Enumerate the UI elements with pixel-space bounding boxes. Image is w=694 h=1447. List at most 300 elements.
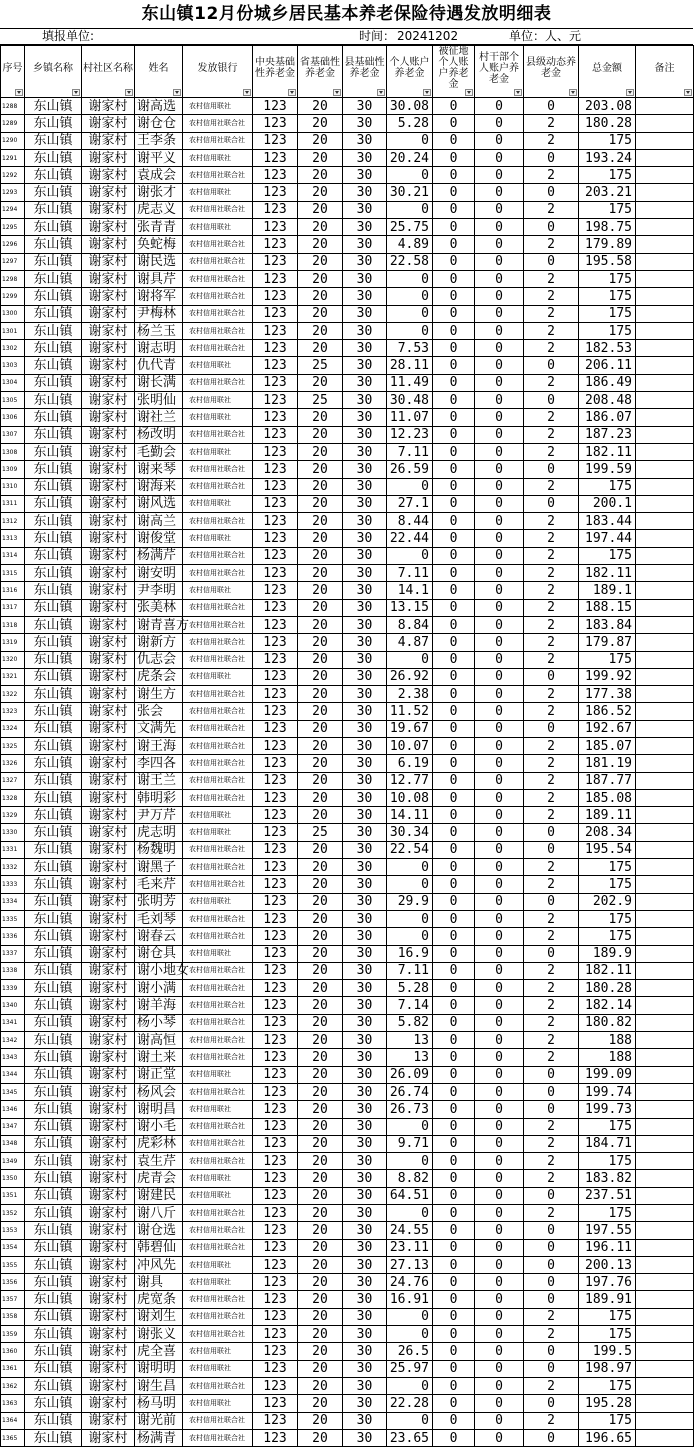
county-cell[interactable]: 30 — [343, 443, 387, 460]
filter-dropdown-icon[interactable] — [288, 89, 296, 96]
name-cell[interactable]: 谢青喜方 — [135, 616, 183, 633]
village-cell[interactable]: 谢家村 — [82, 461, 135, 478]
central-cell[interactable]: 123 — [253, 1170, 298, 1187]
remarks-cell[interactable] — [636, 997, 694, 1014]
provincial-cell[interactable]: 20 — [298, 513, 343, 530]
land-cell[interactable]: 0 — [433, 1014, 475, 1031]
total-cell[interactable]: 189.91 — [579, 1291, 636, 1308]
bank-cell[interactable]: 农村信用社联合社 — [183, 1326, 253, 1343]
seq-cell[interactable]: 1326 — [1, 755, 25, 772]
land-cell[interactable]: 0 — [433, 149, 475, 166]
county-cell[interactable]: 30 — [343, 686, 387, 703]
land-cell[interactable]: 0 — [433, 167, 475, 184]
name-cell[interactable]: 尹梅林 — [135, 305, 183, 322]
central-cell[interactable]: 123 — [253, 132, 298, 149]
land-cell[interactable]: 0 — [433, 1153, 475, 1170]
seq-cell[interactable]: 1336 — [1, 928, 25, 945]
personal-cell[interactable]: 22.28 — [387, 1395, 433, 1412]
bank-cell[interactable]: 农村信用联社 — [183, 582, 253, 599]
bank-cell[interactable]: 农村信用社联合社 — [183, 928, 253, 945]
provincial-cell[interactable]: 20 — [298, 374, 343, 391]
village-cell[interactable]: 谢家村 — [82, 945, 135, 962]
personal-cell[interactable]: 0 — [387, 478, 433, 495]
cadre-cell[interactable]: 0 — [475, 392, 524, 409]
seq-cell[interactable]: 1335 — [1, 910, 25, 927]
cadre-cell[interactable]: 0 — [475, 1187, 524, 1204]
bank-cell[interactable]: 农村信用联社 — [183, 1101, 253, 1118]
cadre-cell[interactable]: 0 — [475, 201, 524, 218]
village-cell[interactable]: 谢家村 — [82, 1153, 135, 1170]
bank-cell[interactable]: 农村信用社联合社 — [183, 374, 253, 391]
cadre-cell[interactable]: 0 — [475, 1066, 524, 1083]
name-cell[interactable]: 谢光前 — [135, 1412, 183, 1429]
township-cell[interactable]: 东山镇 — [25, 599, 82, 616]
village-cell[interactable]: 谢家村 — [82, 1274, 135, 1291]
remarks-cell[interactable] — [636, 1343, 694, 1360]
cadre-cell[interactable]: 0 — [475, 565, 524, 582]
county-cell[interactable]: 30 — [343, 461, 387, 478]
personal-cell[interactable]: 30.48 — [387, 392, 433, 409]
village-cell[interactable]: 谢家村 — [82, 132, 135, 149]
township-cell[interactable]: 东山镇 — [25, 755, 82, 772]
remarks-cell[interactable] — [636, 167, 694, 184]
provincial-cell[interactable]: 20 — [298, 305, 343, 322]
name-cell[interactable]: 谢具芹 — [135, 270, 183, 287]
dynamic-cell[interactable]: 0 — [524, 1101, 579, 1118]
dynamic-cell[interactable]: 0 — [524, 357, 579, 374]
land-cell[interactable]: 0 — [433, 1308, 475, 1325]
dynamic-cell[interactable]: 2 — [524, 1153, 579, 1170]
bank-cell[interactable]: 农村信用社联合社 — [183, 288, 253, 305]
name-cell[interactable]: 谢仓仓 — [135, 115, 183, 132]
cadre-cell[interactable]: 0 — [475, 1429, 524, 1446]
dynamic-cell[interactable]: 2 — [524, 565, 579, 582]
cadre-cell[interactable]: 0 — [475, 582, 524, 599]
provincial-cell[interactable]: 20 — [298, 928, 343, 945]
county-cell[interactable]: 30 — [343, 1412, 387, 1429]
cadre-cell[interactable]: 0 — [475, 1412, 524, 1429]
remarks-cell[interactable] — [636, 149, 694, 166]
seq-cell[interactable]: 1307 — [1, 426, 25, 443]
central-cell[interactable]: 123 — [253, 703, 298, 720]
cadre-cell[interactable]: 0 — [475, 997, 524, 1014]
village-cell[interactable]: 谢家村 — [82, 219, 135, 236]
township-cell[interactable]: 东山镇 — [25, 184, 82, 201]
provincial-cell[interactable]: 20 — [298, 495, 343, 512]
provincial-cell[interactable]: 20 — [298, 1360, 343, 1377]
total-cell[interactable]: 175 — [579, 547, 636, 564]
cadre-cell[interactable]: 0 — [475, 686, 524, 703]
township-cell[interactable]: 东山镇 — [25, 236, 82, 253]
central-cell[interactable]: 123 — [253, 357, 298, 374]
personal-cell[interactable]: 10.07 — [387, 737, 433, 754]
cadre-cell[interactable]: 0 — [475, 184, 524, 201]
seq-cell[interactable]: 1296 — [1, 236, 25, 253]
dynamic-cell[interactable]: 0 — [524, 1066, 579, 1083]
dynamic-cell[interactable]: 2 — [524, 651, 579, 668]
total-cell[interactable]: 184.71 — [579, 1135, 636, 1152]
provincial-cell[interactable]: 20 — [298, 1170, 343, 1187]
land-cell[interactable]: 0 — [433, 1187, 475, 1204]
village-cell[interactable]: 谢家村 — [82, 668, 135, 685]
provincial-cell[interactable]: 20 — [298, 1326, 343, 1343]
provincial-cell[interactable]: 20 — [298, 409, 343, 426]
provincial-cell[interactable]: 20 — [298, 288, 343, 305]
remarks-cell[interactable] — [636, 443, 694, 460]
bank-cell[interactable]: 农村信用联社 — [183, 1343, 253, 1360]
dynamic-cell[interactable]: 2 — [524, 789, 579, 806]
seq-cell[interactable]: 1330 — [1, 824, 25, 841]
cadre-cell[interactable]: 0 — [475, 910, 524, 927]
seq-cell[interactable]: 1302 — [1, 340, 25, 357]
remarks-cell[interactable] — [636, 513, 694, 530]
bank-cell[interactable]: 农村信用社联合社 — [183, 1412, 253, 1429]
land-cell[interactable]: 0 — [433, 236, 475, 253]
central-cell[interactable]: 123 — [253, 824, 298, 841]
remarks-cell[interactable] — [636, 1083, 694, 1100]
township-cell[interactable]: 东山镇 — [25, 1326, 82, 1343]
county-cell[interactable]: 30 — [343, 651, 387, 668]
bank-cell[interactable]: 农村信用联社 — [183, 1360, 253, 1377]
county-cell[interactable]: 30 — [343, 1395, 387, 1412]
provincial-cell[interactable]: 20 — [298, 582, 343, 599]
total-cell[interactable]: 175 — [579, 1153, 636, 1170]
county-cell[interactable]: 30 — [343, 1205, 387, 1222]
bank-cell[interactable]: 农村信用社联合社 — [183, 305, 253, 322]
county-cell[interactable]: 30 — [343, 1032, 387, 1049]
land-cell[interactable]: 0 — [433, 651, 475, 668]
township-cell[interactable]: 东山镇 — [25, 530, 82, 547]
name-cell[interactable]: 谢生昌 — [135, 1377, 183, 1394]
cadre-cell[interactable]: 0 — [475, 461, 524, 478]
central-cell[interactable]: 123 — [253, 236, 298, 253]
township-cell[interactable]: 东山镇 — [25, 149, 82, 166]
village-cell[interactable]: 谢家村 — [82, 565, 135, 582]
name-cell[interactable]: 谢高选 — [135, 98, 183, 115]
name-cell[interactable]: 毛来芹 — [135, 876, 183, 893]
provincial-cell[interactable]: 20 — [298, 737, 343, 754]
township-cell[interactable]: 东山镇 — [25, 928, 82, 945]
seq-cell[interactable]: 1294 — [1, 201, 25, 218]
dynamic-cell[interactable]: 0 — [524, 392, 579, 409]
provincial-cell[interactable]: 20 — [298, 651, 343, 668]
personal-cell[interactable]: 0 — [387, 547, 433, 564]
county-cell[interactable]: 30 — [343, 357, 387, 374]
personal-cell[interactable]: 2.38 — [387, 686, 433, 703]
village-cell[interactable]: 谢家村 — [82, 1049, 135, 1066]
name-cell[interactable]: 谢张才 — [135, 184, 183, 201]
remarks-cell[interactable] — [636, 1326, 694, 1343]
total-cell[interactable]: 175 — [579, 132, 636, 149]
remarks-cell[interactable] — [636, 616, 694, 633]
provincial-cell[interactable]: 20 — [298, 201, 343, 218]
provincial-cell[interactable]: 20 — [298, 859, 343, 876]
land-cell[interactable]: 0 — [433, 1343, 475, 1360]
township-cell[interactable]: 东山镇 — [25, 1360, 82, 1377]
personal-cell[interactable]: 7.14 — [387, 997, 433, 1014]
central-cell[interactable]: 123 — [253, 478, 298, 495]
central-cell[interactable]: 123 — [253, 530, 298, 547]
seq-cell[interactable]: 1304 — [1, 374, 25, 391]
total-cell[interactable]: 208.34 — [579, 824, 636, 841]
cadre-cell[interactable]: 0 — [475, 859, 524, 876]
land-cell[interactable]: 0 — [433, 755, 475, 772]
land-cell[interactable]: 0 — [433, 859, 475, 876]
seq-cell[interactable]: 1353 — [1, 1222, 25, 1239]
cadre-cell[interactable]: 0 — [475, 270, 524, 287]
central-cell[interactable]: 123 — [253, 1377, 298, 1394]
township-cell[interactable]: 东山镇 — [25, 841, 82, 858]
total-cell[interactable]: 182.11 — [579, 962, 636, 979]
name-cell[interactable]: 张青青 — [135, 219, 183, 236]
county-cell[interactable]: 30 — [343, 634, 387, 651]
bank-cell[interactable]: 农村信用联社 — [183, 219, 253, 236]
cadre-cell[interactable]: 0 — [475, 1153, 524, 1170]
name-cell[interactable]: 谢长满 — [135, 374, 183, 391]
seq-cell[interactable]: 1338 — [1, 962, 25, 979]
dynamic-cell[interactable]: 2 — [524, 236, 579, 253]
cadre-cell[interactable]: 0 — [475, 530, 524, 547]
total-cell[interactable]: 197.55 — [579, 1222, 636, 1239]
remarks-cell[interactable] — [636, 184, 694, 201]
township-cell[interactable]: 东山镇 — [25, 495, 82, 512]
total-cell[interactable]: 193.24 — [579, 149, 636, 166]
county-cell[interactable]: 30 — [343, 1170, 387, 1187]
remarks-cell[interactable] — [636, 945, 694, 962]
bank-cell[interactable]: 农村信用社联合社 — [183, 201, 253, 218]
filter-dropdown-icon[interactable] — [243, 89, 251, 96]
township-cell[interactable]: 东山镇 — [25, 720, 82, 737]
provincial-cell[interactable]: 20 — [298, 565, 343, 582]
personal-cell[interactable]: 0 — [387, 1205, 433, 1222]
village-cell[interactable]: 谢家村 — [82, 1395, 135, 1412]
county-cell[interactable]: 30 — [343, 997, 387, 1014]
total-cell[interactable]: 199.59 — [579, 461, 636, 478]
village-cell[interactable]: 谢家村 — [82, 1014, 135, 1031]
seq-cell[interactable]: 1334 — [1, 893, 25, 910]
bank-cell[interactable]: 农村信用社联合社 — [183, 1308, 253, 1325]
provincial-cell[interactable]: 20 — [298, 270, 343, 287]
seq-cell[interactable]: 1298 — [1, 270, 25, 287]
dynamic-cell[interactable]: 2 — [524, 737, 579, 754]
cadre-cell[interactable]: 0 — [475, 115, 524, 132]
seq-cell[interactable]: 1327 — [1, 772, 25, 789]
county-cell[interactable]: 30 — [343, 1049, 387, 1066]
seq-cell[interactable]: 1359 — [1, 1326, 25, 1343]
central-cell[interactable]: 123 — [253, 668, 298, 685]
central-cell[interactable]: 123 — [253, 115, 298, 132]
personal-cell[interactable]: 7.11 — [387, 443, 433, 460]
total-cell[interactable]: 175 — [579, 1412, 636, 1429]
personal-cell[interactable]: 0 — [387, 876, 433, 893]
total-cell[interactable]: 192.67 — [579, 720, 636, 737]
seq-cell[interactable]: 1349 — [1, 1153, 25, 1170]
remarks-cell[interactable] — [636, 115, 694, 132]
dynamic-cell[interactable]: 2 — [524, 1014, 579, 1031]
village-cell[interactable]: 谢家村 — [82, 374, 135, 391]
total-cell[interactable]: 175 — [579, 1377, 636, 1394]
total-cell[interactable]: 182.53 — [579, 340, 636, 357]
land-cell[interactable]: 0 — [433, 772, 475, 789]
village-cell[interactable]: 谢家村 — [82, 1239, 135, 1256]
county-cell[interactable]: 30 — [343, 426, 387, 443]
personal-cell[interactable]: 26.74 — [387, 1083, 433, 1100]
village-cell[interactable]: 谢家村 — [82, 634, 135, 651]
dynamic-cell[interactable]: 0 — [524, 219, 579, 236]
dynamic-cell[interactable]: 0 — [524, 1291, 579, 1308]
central-cell[interactable]: 123 — [253, 1326, 298, 1343]
land-cell[interactable]: 0 — [433, 1377, 475, 1394]
remarks-cell[interactable] — [636, 1274, 694, 1291]
provincial-cell[interactable]: 20 — [298, 1274, 343, 1291]
remarks-cell[interactable] — [636, 495, 694, 512]
township-cell[interactable]: 东山镇 — [25, 115, 82, 132]
bank-cell[interactable]: 农村信用联社 — [183, 357, 253, 374]
name-cell[interactable]: 袁生芹 — [135, 1153, 183, 1170]
total-cell[interactable]: 175 — [579, 305, 636, 322]
county-cell[interactable]: 30 — [343, 1135, 387, 1152]
central-cell[interactable]: 123 — [253, 789, 298, 806]
village-cell[interactable]: 谢家村 — [82, 149, 135, 166]
township-cell[interactable]: 东山镇 — [25, 253, 82, 270]
village-cell[interactable]: 谢家村 — [82, 1101, 135, 1118]
central-cell[interactable]: 123 — [253, 461, 298, 478]
name-cell[interactable]: 谢小地女 — [135, 962, 183, 979]
land-cell[interactable]: 0 — [433, 1118, 475, 1135]
personal-cell[interactable]: 5.28 — [387, 980, 433, 997]
bank-cell[interactable]: 农村信用社联合社 — [183, 841, 253, 858]
bank-cell[interactable]: 农村信用社联合社 — [183, 997, 253, 1014]
village-cell[interactable]: 谢家村 — [82, 253, 135, 270]
township-cell[interactable]: 东山镇 — [25, 980, 82, 997]
bank-cell[interactable]: 农村信用联社 — [183, 1170, 253, 1187]
land-cell[interactable]: 0 — [433, 322, 475, 339]
seq-cell[interactable]: 1320 — [1, 651, 25, 668]
filter-dropdown-icon[interactable] — [125, 89, 133, 96]
remarks-cell[interactable] — [636, 859, 694, 876]
county-cell[interactable]: 30 — [343, 1274, 387, 1291]
township-cell[interactable]: 东山镇 — [25, 1049, 82, 1066]
township-cell[interactable]: 东山镇 — [25, 1239, 82, 1256]
village-cell[interactable]: 谢家村 — [82, 1360, 135, 1377]
total-cell[interactable]: 175 — [579, 322, 636, 339]
name-cell[interactable]: 谢来琴 — [135, 461, 183, 478]
land-cell[interactable]: 0 — [433, 426, 475, 443]
cadre-cell[interactable]: 0 — [475, 893, 524, 910]
township-cell[interactable]: 东山镇 — [25, 1170, 82, 1187]
dynamic-cell[interactable]: 2 — [524, 1049, 579, 1066]
name-cell[interactable]: 谢高恒 — [135, 1032, 183, 1049]
land-cell[interactable]: 0 — [433, 980, 475, 997]
dynamic-cell[interactable]: 2 — [524, 530, 579, 547]
land-cell[interactable]: 0 — [433, 616, 475, 633]
total-cell[interactable]: 187.77 — [579, 772, 636, 789]
cadre-cell[interactable]: 0 — [475, 1343, 524, 1360]
total-cell[interactable]: 175 — [579, 270, 636, 287]
personal-cell[interactable]: 26.09 — [387, 1066, 433, 1083]
land-cell[interactable]: 0 — [433, 98, 475, 115]
dynamic-cell[interactable]: 2 — [524, 997, 579, 1014]
name-cell[interactable]: 李四各 — [135, 755, 183, 772]
seq-cell[interactable]: 1340 — [1, 997, 25, 1014]
personal-cell[interactable]: 7.11 — [387, 565, 433, 582]
name-cell[interactable]: 谢正堂 — [135, 1066, 183, 1083]
name-cell[interactable]: 谢小毛 — [135, 1118, 183, 1135]
central-cell[interactable]: 123 — [253, 565, 298, 582]
bank-cell[interactable]: 农村信用社联合社 — [183, 1014, 253, 1031]
cadre-cell[interactable]: 0 — [475, 1291, 524, 1308]
village-cell[interactable]: 谢家村 — [82, 340, 135, 357]
township-cell[interactable]: 东山镇 — [25, 1101, 82, 1118]
village-cell[interactable]: 谢家村 — [82, 1066, 135, 1083]
land-cell[interactable]: 0 — [433, 270, 475, 287]
total-cell[interactable]: 188.15 — [579, 599, 636, 616]
township-cell[interactable]: 东山镇 — [25, 807, 82, 824]
dynamic-cell[interactable]: 0 — [524, 1360, 579, 1377]
county-cell[interactable]: 30 — [343, 565, 387, 582]
township-cell[interactable]: 东山镇 — [25, 322, 82, 339]
personal-cell[interactable]: 22.54 — [387, 841, 433, 858]
cadre-cell[interactable]: 0 — [475, 824, 524, 841]
bank-cell[interactable]: 农村信用联社 — [183, 824, 253, 841]
township-cell[interactable]: 东山镇 — [25, 1412, 82, 1429]
total-cell[interactable]: 187.23 — [579, 426, 636, 443]
village-cell[interactable]: 谢家村 — [82, 357, 135, 374]
county-cell[interactable]: 30 — [343, 1239, 387, 1256]
personal-cell[interactable]: 11.07 — [387, 409, 433, 426]
total-cell[interactable]: 182.11 — [579, 565, 636, 582]
remarks-cell[interactable] — [636, 426, 694, 443]
cadre-cell[interactable]: 0 — [475, 1135, 524, 1152]
cadre-cell[interactable]: 0 — [475, 1256, 524, 1273]
township-cell[interactable]: 东山镇 — [25, 270, 82, 287]
remarks-cell[interactable] — [636, 599, 694, 616]
seq-cell[interactable]: 1308 — [1, 443, 25, 460]
county-cell[interactable]: 30 — [343, 841, 387, 858]
cadre-cell[interactable]: 0 — [475, 772, 524, 789]
dynamic-cell[interactable]: 0 — [524, 1239, 579, 1256]
township-cell[interactable]: 东山镇 — [25, 1153, 82, 1170]
village-cell[interactable]: 谢家村 — [82, 910, 135, 927]
total-cell[interactable]: 175 — [579, 651, 636, 668]
personal-cell[interactable]: 0 — [387, 201, 433, 218]
remarks-cell[interactable] — [636, 1135, 694, 1152]
remarks-cell[interactable] — [636, 236, 694, 253]
name-cell[interactable]: 谢王兰 — [135, 772, 183, 789]
personal-cell[interactable]: 5.28 — [387, 115, 433, 132]
provincial-cell[interactable]: 20 — [298, 1014, 343, 1031]
name-cell[interactable]: 谢社兰 — [135, 409, 183, 426]
dynamic-cell[interactable]: 2 — [524, 703, 579, 720]
central-cell[interactable]: 123 — [253, 305, 298, 322]
total-cell[interactable]: 200.1 — [579, 495, 636, 512]
seq-cell[interactable]: 1306 — [1, 409, 25, 426]
provincial-cell[interactable]: 20 — [298, 703, 343, 720]
seq-cell[interactable]: 1343 — [1, 1049, 25, 1066]
seq-cell[interactable]: 1312 — [1, 513, 25, 530]
provincial-cell[interactable]: 20 — [298, 789, 343, 806]
land-cell[interactable]: 0 — [433, 1326, 475, 1343]
township-cell[interactable]: 东山镇 — [25, 1291, 82, 1308]
remarks-cell[interactable] — [636, 1014, 694, 1031]
township-cell[interactable]: 东山镇 — [25, 651, 82, 668]
provincial-cell[interactable]: 20 — [298, 616, 343, 633]
township-cell[interactable]: 东山镇 — [25, 1256, 82, 1273]
central-cell[interactable]: 123 — [253, 1066, 298, 1083]
central-cell[interactable]: 123 — [253, 392, 298, 409]
provincial-cell[interactable]: 20 — [298, 755, 343, 772]
bank-cell[interactable]: 农村信用联社 — [183, 392, 253, 409]
